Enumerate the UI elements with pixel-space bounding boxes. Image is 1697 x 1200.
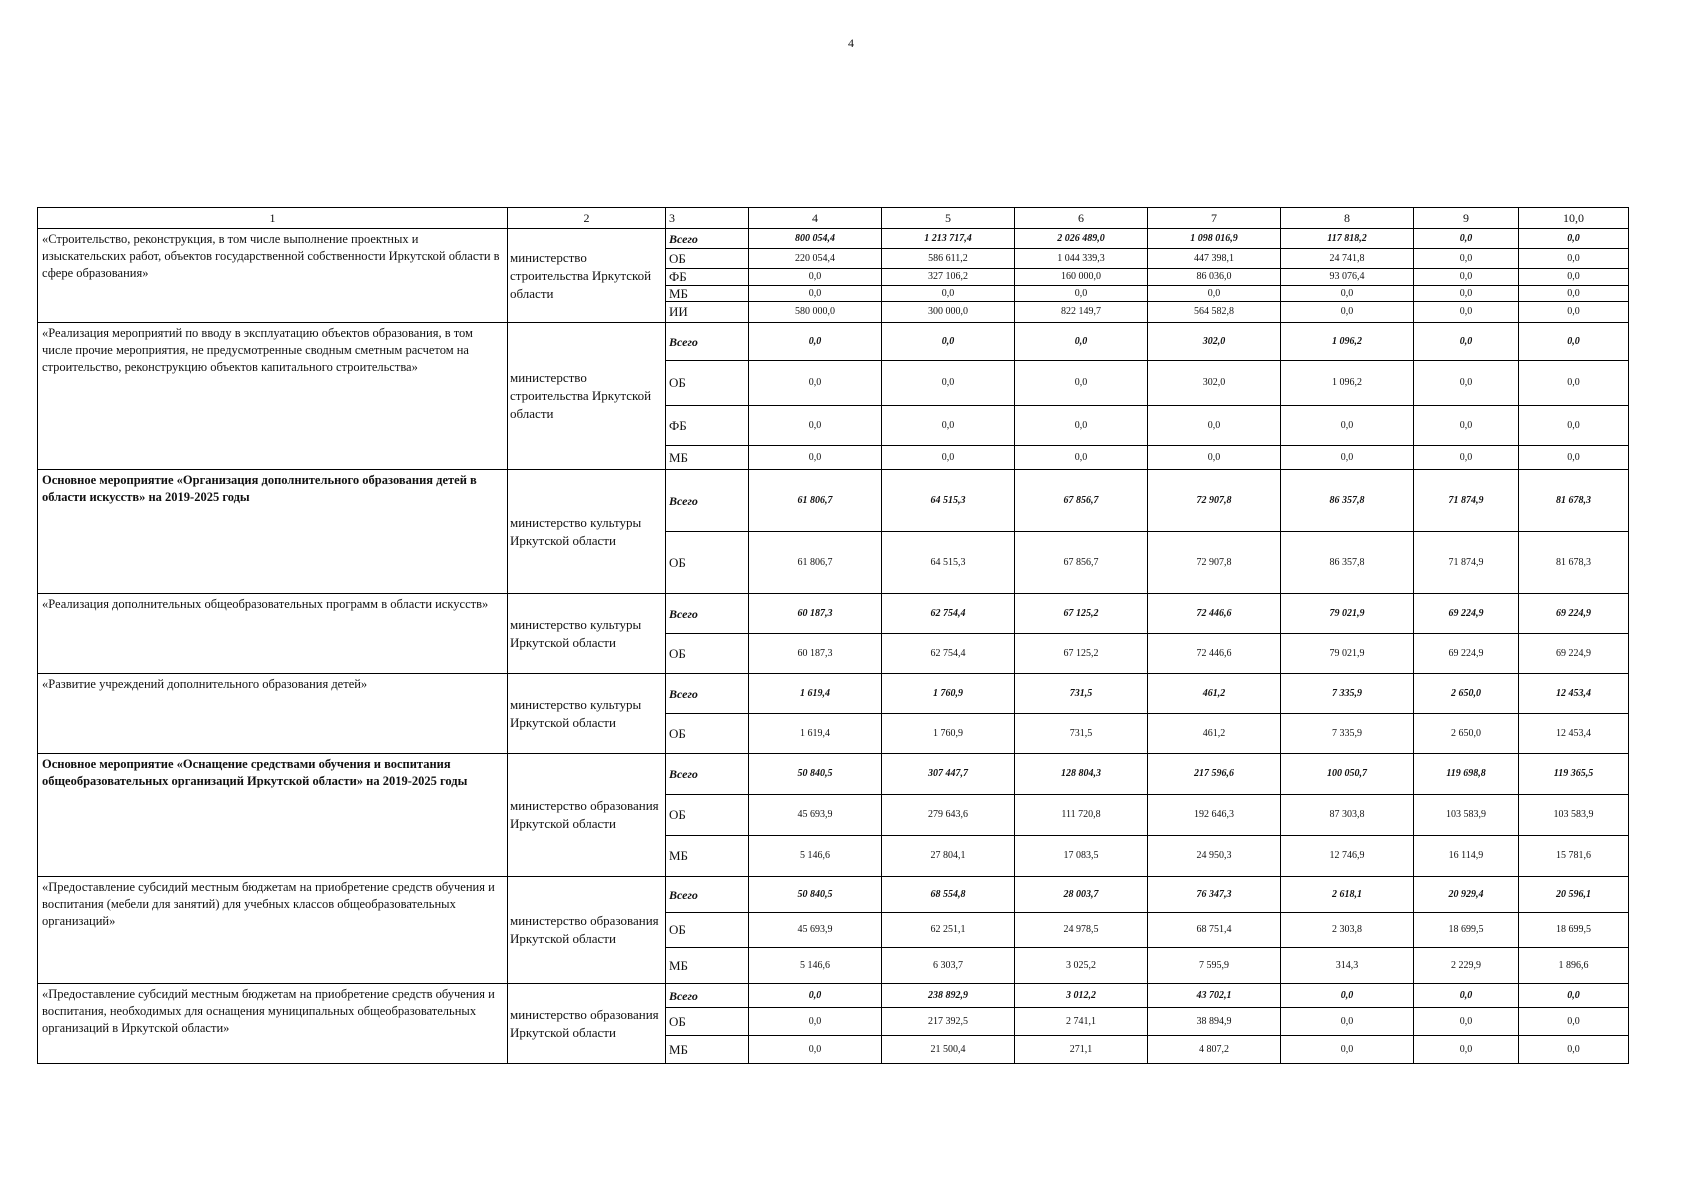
responsible-organization: министерство строительства Иркутской области	[508, 229, 666, 323]
amount-cell: 2 229,9	[1414, 948, 1519, 984]
funding-source: ФБ	[666, 269, 749, 286]
amount-cell: 79 021,9	[1281, 634, 1414, 674]
table-row	[38, 594, 1629, 634]
amount-cell: 72 446,6	[1148, 594, 1281, 634]
amount-cell: 2 650,0	[1414, 714, 1519, 754]
header-row	[38, 208, 1629, 229]
amount-cell: 3 012,2	[1015, 984, 1148, 1008]
amount-cell: 0,0	[1148, 286, 1281, 302]
column-header: 3	[666, 208, 749, 229]
amount-cell: 27 804,1	[882, 836, 1015, 877]
amount-cell: 731,5	[1015, 674, 1148, 714]
funding-source: Всего	[666, 984, 749, 1008]
amount-cell: 72 907,8	[1148, 470, 1281, 532]
amount-cell: 0,0	[1414, 984, 1519, 1008]
amount-cell: 0,0	[1414, 361, 1519, 406]
amount-cell: 0,0	[882, 361, 1015, 406]
amount-cell: 24 978,5	[1015, 913, 1148, 948]
amount-cell: 0,0	[1015, 323, 1148, 361]
amount-cell: 0,0	[1414, 446, 1519, 470]
amount-cell: 119 365,5	[1519, 754, 1629, 795]
amount-cell: 38 894,9	[1148, 1008, 1281, 1036]
amount-cell: 20 929,4	[1414, 877, 1519, 913]
amount-cell: 17 083,5	[1015, 836, 1148, 877]
amount-cell: 0,0	[1519, 249, 1629, 269]
amount-cell: 0,0	[1519, 269, 1629, 286]
amount-cell: 0,0	[1414, 249, 1519, 269]
funding-source: Всего	[666, 323, 749, 361]
amount-cell: 302,0	[1148, 323, 1281, 361]
amount-cell: 0,0	[882, 446, 1015, 470]
amount-cell: 1 044 339,3	[1015, 249, 1148, 269]
amount-cell: 67 125,2	[1015, 594, 1148, 634]
amount-cell: 67 856,7	[1015, 470, 1148, 532]
amount-cell: 0,0	[1281, 302, 1414, 323]
funding-source: ОБ	[666, 714, 749, 754]
amount-cell: 28 003,7	[1015, 877, 1148, 913]
amount-cell: 461,2	[1148, 714, 1281, 754]
amount-cell: 1 619,4	[749, 674, 882, 714]
amount-cell: 18 699,5	[1414, 913, 1519, 948]
amount-cell: 0,0	[1519, 1008, 1629, 1036]
activity-description: «Предоставление субсидий местным бюджетам на приобретение средств обучения и воспитания (мебели для занятий) для учебных классов общеобразовательных организаций»	[38, 877, 508, 984]
amount-cell: 3 025,2	[1015, 948, 1148, 984]
amount-cell: 1 213 717,4	[882, 229, 1015, 249]
amount-cell: 217 392,5	[882, 1008, 1015, 1036]
amount-cell: 62 754,4	[882, 634, 1015, 674]
responsible-organization: министерство культуры Иркутской области	[508, 594, 666, 674]
funding-source: ОБ	[666, 1008, 749, 1036]
amount-cell: 43 702,1	[1148, 984, 1281, 1008]
amount-cell: 86 036,0	[1148, 269, 1281, 286]
amount-cell: 0,0	[1281, 984, 1414, 1008]
amount-cell: 2 303,8	[1281, 913, 1414, 948]
amount-cell: 0,0	[749, 361, 882, 406]
amount-cell: 0,0	[1519, 302, 1629, 323]
amount-cell: 79 021,9	[1281, 594, 1414, 634]
amount-cell: 0,0	[749, 286, 882, 302]
amount-cell: 327 106,2	[882, 269, 1015, 286]
activity-description: Основное мероприятие «Оснащение средствами обучения и воспитания общеобразовательных организаций Иркутской области» на 2019-2025 годы	[38, 754, 508, 877]
amount-cell: 69 224,9	[1519, 634, 1629, 674]
activity-description: «Развитие учреждений дополнительного образования детей»	[38, 674, 508, 754]
amount-cell: 71 874,9	[1414, 470, 1519, 532]
amount-cell: 117 818,2	[1281, 229, 1414, 249]
amount-cell: 0,0	[749, 406, 882, 446]
table-row	[38, 877, 1629, 913]
column-header: 6	[1015, 208, 1148, 229]
funding-source: МБ	[666, 836, 749, 877]
amount-cell: 0,0	[749, 269, 882, 286]
amount-cell: 302,0	[1148, 361, 1281, 406]
amount-cell: 271,1	[1015, 1036, 1148, 1064]
amount-cell: 0,0	[1414, 406, 1519, 446]
amount-cell: 2 026 489,0	[1015, 229, 1148, 249]
amount-cell: 800 054,4	[749, 229, 882, 249]
column-header: 5	[882, 208, 1015, 229]
funding-source: Всего	[666, 229, 749, 249]
amount-cell: 0,0	[749, 446, 882, 470]
amount-cell: 20 596,1	[1519, 877, 1629, 913]
amount-cell: 2 741,1	[1015, 1008, 1148, 1036]
funding-source: ФБ	[666, 406, 749, 446]
amount-cell: 12 453,4	[1519, 714, 1629, 754]
amount-cell: 0,0	[1414, 1008, 1519, 1036]
amount-cell: 0,0	[1519, 286, 1629, 302]
amount-cell: 0,0	[1519, 361, 1629, 406]
amount-cell: 50 840,5	[749, 877, 882, 913]
amount-cell: 45 693,9	[749, 913, 882, 948]
amount-cell: 0,0	[1519, 323, 1629, 361]
amount-cell: 0,0	[882, 406, 1015, 446]
activity-description: «Строительство, реконструкция, в том числе выполнение проектных и изыскательских работ, объектов государственной собственности Иркутской области в сфере образования»	[38, 229, 508, 323]
amount-cell: 119 698,8	[1414, 754, 1519, 795]
amount-cell: 103 583,9	[1519, 795, 1629, 836]
amount-cell: 1 760,9	[882, 714, 1015, 754]
column-header: 2	[508, 208, 666, 229]
activity-description: «Реализация мероприятий по вводу в эксплуатацию объектов образования, в том числе прочие мероприятия, не предусмотренные сводным сметным расчетом на строительство, реконструкцию объектов капитального строительства»	[38, 323, 508, 470]
amount-cell: 69 224,9	[1519, 594, 1629, 634]
column-header: 10,0	[1519, 208, 1629, 229]
amount-cell: 6 303,7	[882, 948, 1015, 984]
amount-cell: 0,0	[749, 1008, 882, 1036]
amount-cell: 0,0	[1281, 446, 1414, 470]
amount-cell: 731,5	[1015, 714, 1148, 754]
amount-cell: 68 751,4	[1148, 913, 1281, 948]
amount-cell: 71 874,9	[1414, 532, 1519, 594]
amount-cell: 0,0	[1414, 302, 1519, 323]
amount-cell: 81 678,3	[1519, 532, 1629, 594]
amount-cell: 1 096,2	[1281, 361, 1414, 406]
funding-source: ОБ	[666, 532, 749, 594]
amount-cell: 87 303,8	[1281, 795, 1414, 836]
funding-source: ОБ	[666, 795, 749, 836]
amount-cell: 461,2	[1148, 674, 1281, 714]
amount-cell: 7 335,9	[1281, 714, 1414, 754]
amount-cell: 0,0	[749, 984, 882, 1008]
amount-cell: 5 146,6	[749, 836, 882, 877]
amount-cell: 67 856,7	[1015, 532, 1148, 594]
responsible-organization: министерство культуры Иркутской области	[508, 470, 666, 594]
amount-cell: 0,0	[1281, 1008, 1414, 1036]
amount-cell: 86 357,8	[1281, 470, 1414, 532]
amount-cell: 45 693,9	[749, 795, 882, 836]
amount-cell: 217 596,6	[1148, 754, 1281, 795]
amount-cell: 0,0	[1414, 286, 1519, 302]
amount-cell: 62 251,1	[882, 913, 1015, 948]
amount-cell: 24 741,8	[1281, 249, 1414, 269]
amount-cell: 64 515,3	[882, 532, 1015, 594]
amount-cell: 0,0	[882, 323, 1015, 361]
funding-source: ОБ	[666, 913, 749, 948]
amount-cell: 2 618,1	[1281, 877, 1414, 913]
amount-cell: 81 678,3	[1519, 470, 1629, 532]
amount-cell: 0,0	[1414, 229, 1519, 249]
amount-cell: 18 699,5	[1519, 913, 1629, 948]
amount-cell: 0,0	[1414, 323, 1519, 361]
amount-cell: 15 781,6	[1519, 836, 1629, 877]
amount-cell: 580 000,0	[749, 302, 882, 323]
activity-description: Основное мероприятие «Организация дополнительного образования детей в области искусств» на 2019-2025 годы	[38, 470, 508, 594]
amount-cell: 64 515,3	[882, 470, 1015, 532]
amount-cell: 50 840,5	[749, 754, 882, 795]
budget-table	[37, 207, 1629, 1064]
amount-cell: 220 054,4	[749, 249, 882, 269]
amount-cell: 86 357,8	[1281, 532, 1414, 594]
amount-cell: 76 347,3	[1148, 877, 1281, 913]
activity-description: «Предоставление субсидий местным бюджетам на приобретение средств обучения и воспитания, необходимых для оснащения муниципальных общеобразовательных организаций в Иркутской области»	[38, 984, 508, 1064]
amount-cell: 564 582,8	[1148, 302, 1281, 323]
amount-cell: 4 807,2	[1148, 1036, 1281, 1064]
amount-cell: 5 146,6	[749, 948, 882, 984]
amount-cell: 61 806,7	[749, 532, 882, 594]
amount-cell: 7 335,9	[1281, 674, 1414, 714]
funding-source: ОБ	[666, 634, 749, 674]
amount-cell: 93 076,4	[1281, 269, 1414, 286]
amount-cell: 68 554,8	[882, 877, 1015, 913]
amount-cell: 72 907,8	[1148, 532, 1281, 594]
amount-cell: 0,0	[1414, 1036, 1519, 1064]
funding-source: ОБ	[666, 361, 749, 406]
column-header: 4	[749, 208, 882, 229]
column-header: 8	[1281, 208, 1414, 229]
amount-cell: 1 098 016,9	[1148, 229, 1281, 249]
amount-cell: 1 619,4	[749, 714, 882, 754]
table-row	[38, 984, 1629, 1008]
funding-source: ИИ	[666, 302, 749, 323]
amount-cell: 69 224,9	[1414, 634, 1519, 674]
amount-cell: 61 806,7	[749, 470, 882, 532]
amount-cell: 111 720,8	[1015, 795, 1148, 836]
amount-cell: 16 114,9	[1414, 836, 1519, 877]
amount-cell: 100 050,7	[1281, 754, 1414, 795]
amount-cell: 7 595,9	[1148, 948, 1281, 984]
column-header: 7	[1148, 208, 1281, 229]
amount-cell: 24 950,3	[1148, 836, 1281, 877]
funding-source: МБ	[666, 446, 749, 470]
responsible-organization: министерство образования Иркутской области	[508, 984, 666, 1064]
amount-cell: 72 446,6	[1148, 634, 1281, 674]
amount-cell: 12 746,9	[1281, 836, 1414, 877]
amount-cell: 447 398,1	[1148, 249, 1281, 269]
table-row	[38, 754, 1629, 795]
amount-cell: 0,0	[1148, 446, 1281, 470]
funding-source: Всего	[666, 674, 749, 714]
amount-cell: 0,0	[1015, 446, 1148, 470]
funding-source: МБ	[666, 1036, 749, 1064]
funding-source: Всего	[666, 877, 749, 913]
responsible-organization: министерство образования Иркутской области	[508, 754, 666, 877]
amount-cell: 0,0	[1519, 406, 1629, 446]
amount-cell: 69 224,9	[1414, 594, 1519, 634]
amount-cell: 60 187,3	[749, 594, 882, 634]
table-row	[38, 470, 1629, 532]
amount-cell: 1 760,9	[882, 674, 1015, 714]
column-header: 9	[1414, 208, 1519, 229]
amount-cell: 0,0	[1281, 406, 1414, 446]
amount-cell: 1 896,6	[1519, 948, 1629, 984]
amount-cell: 238 892,9	[882, 984, 1015, 1008]
amount-cell: 160 000,0	[1015, 269, 1148, 286]
amount-cell: 0,0	[1519, 229, 1629, 249]
funding-source: МБ	[666, 286, 749, 302]
funding-source: Всего	[666, 470, 749, 532]
amount-cell: 0,0	[1519, 446, 1629, 470]
amount-cell: 314,3	[1281, 948, 1414, 984]
table-row	[38, 674, 1629, 714]
amount-cell: 0,0	[1015, 286, 1148, 302]
responsible-organization: министерство культуры Иркутской области	[508, 674, 666, 754]
amount-cell: 0,0	[1414, 269, 1519, 286]
amount-cell: 1 096,2	[1281, 323, 1414, 361]
activity-description: «Реализация дополнительных общеобразовательных программ в области искусств»	[38, 594, 508, 674]
amount-cell: 128 804,3	[1015, 754, 1148, 795]
amount-cell: 21 500,4	[882, 1036, 1015, 1064]
amount-cell: 60 187,3	[749, 634, 882, 674]
responsible-organization: министерство строительства Иркутской области	[508, 323, 666, 470]
table-row	[38, 229, 1629, 249]
funding-source: Всего	[666, 754, 749, 795]
responsible-organization: министерство образования Иркутской области	[508, 877, 666, 984]
amount-cell: 2 650,0	[1414, 674, 1519, 714]
amount-cell: 300 000,0	[882, 302, 1015, 323]
table-row	[38, 323, 1629, 361]
amount-cell: 0,0	[1148, 406, 1281, 446]
amount-cell: 822 149,7	[1015, 302, 1148, 323]
funding-source: Всего	[666, 594, 749, 634]
amount-cell: 103 583,9	[1414, 795, 1519, 836]
amount-cell: 0,0	[882, 286, 1015, 302]
page-number: 4	[848, 36, 854, 50]
funding-source: МБ	[666, 948, 749, 984]
amount-cell: 0,0	[1281, 1036, 1414, 1064]
amount-cell: 279 643,6	[882, 795, 1015, 836]
funding-source: ОБ	[666, 249, 749, 269]
amount-cell: 0,0	[749, 1036, 882, 1064]
amount-cell: 0,0	[1519, 984, 1629, 1008]
amount-cell: 586 611,2	[882, 249, 1015, 269]
amount-cell: 0,0	[1015, 406, 1148, 446]
amount-cell: 62 754,4	[882, 594, 1015, 634]
amount-cell: 12 453,4	[1519, 674, 1629, 714]
amount-cell: 0,0	[1281, 286, 1414, 302]
amount-cell: 192 646,3	[1148, 795, 1281, 836]
amount-cell: 67 125,2	[1015, 634, 1148, 674]
column-header: 1	[38, 208, 508, 229]
amount-cell: 0,0	[1519, 1036, 1629, 1064]
amount-cell: 307 447,7	[882, 754, 1015, 795]
amount-cell: 0,0	[1015, 361, 1148, 406]
amount-cell: 0,0	[749, 323, 882, 361]
